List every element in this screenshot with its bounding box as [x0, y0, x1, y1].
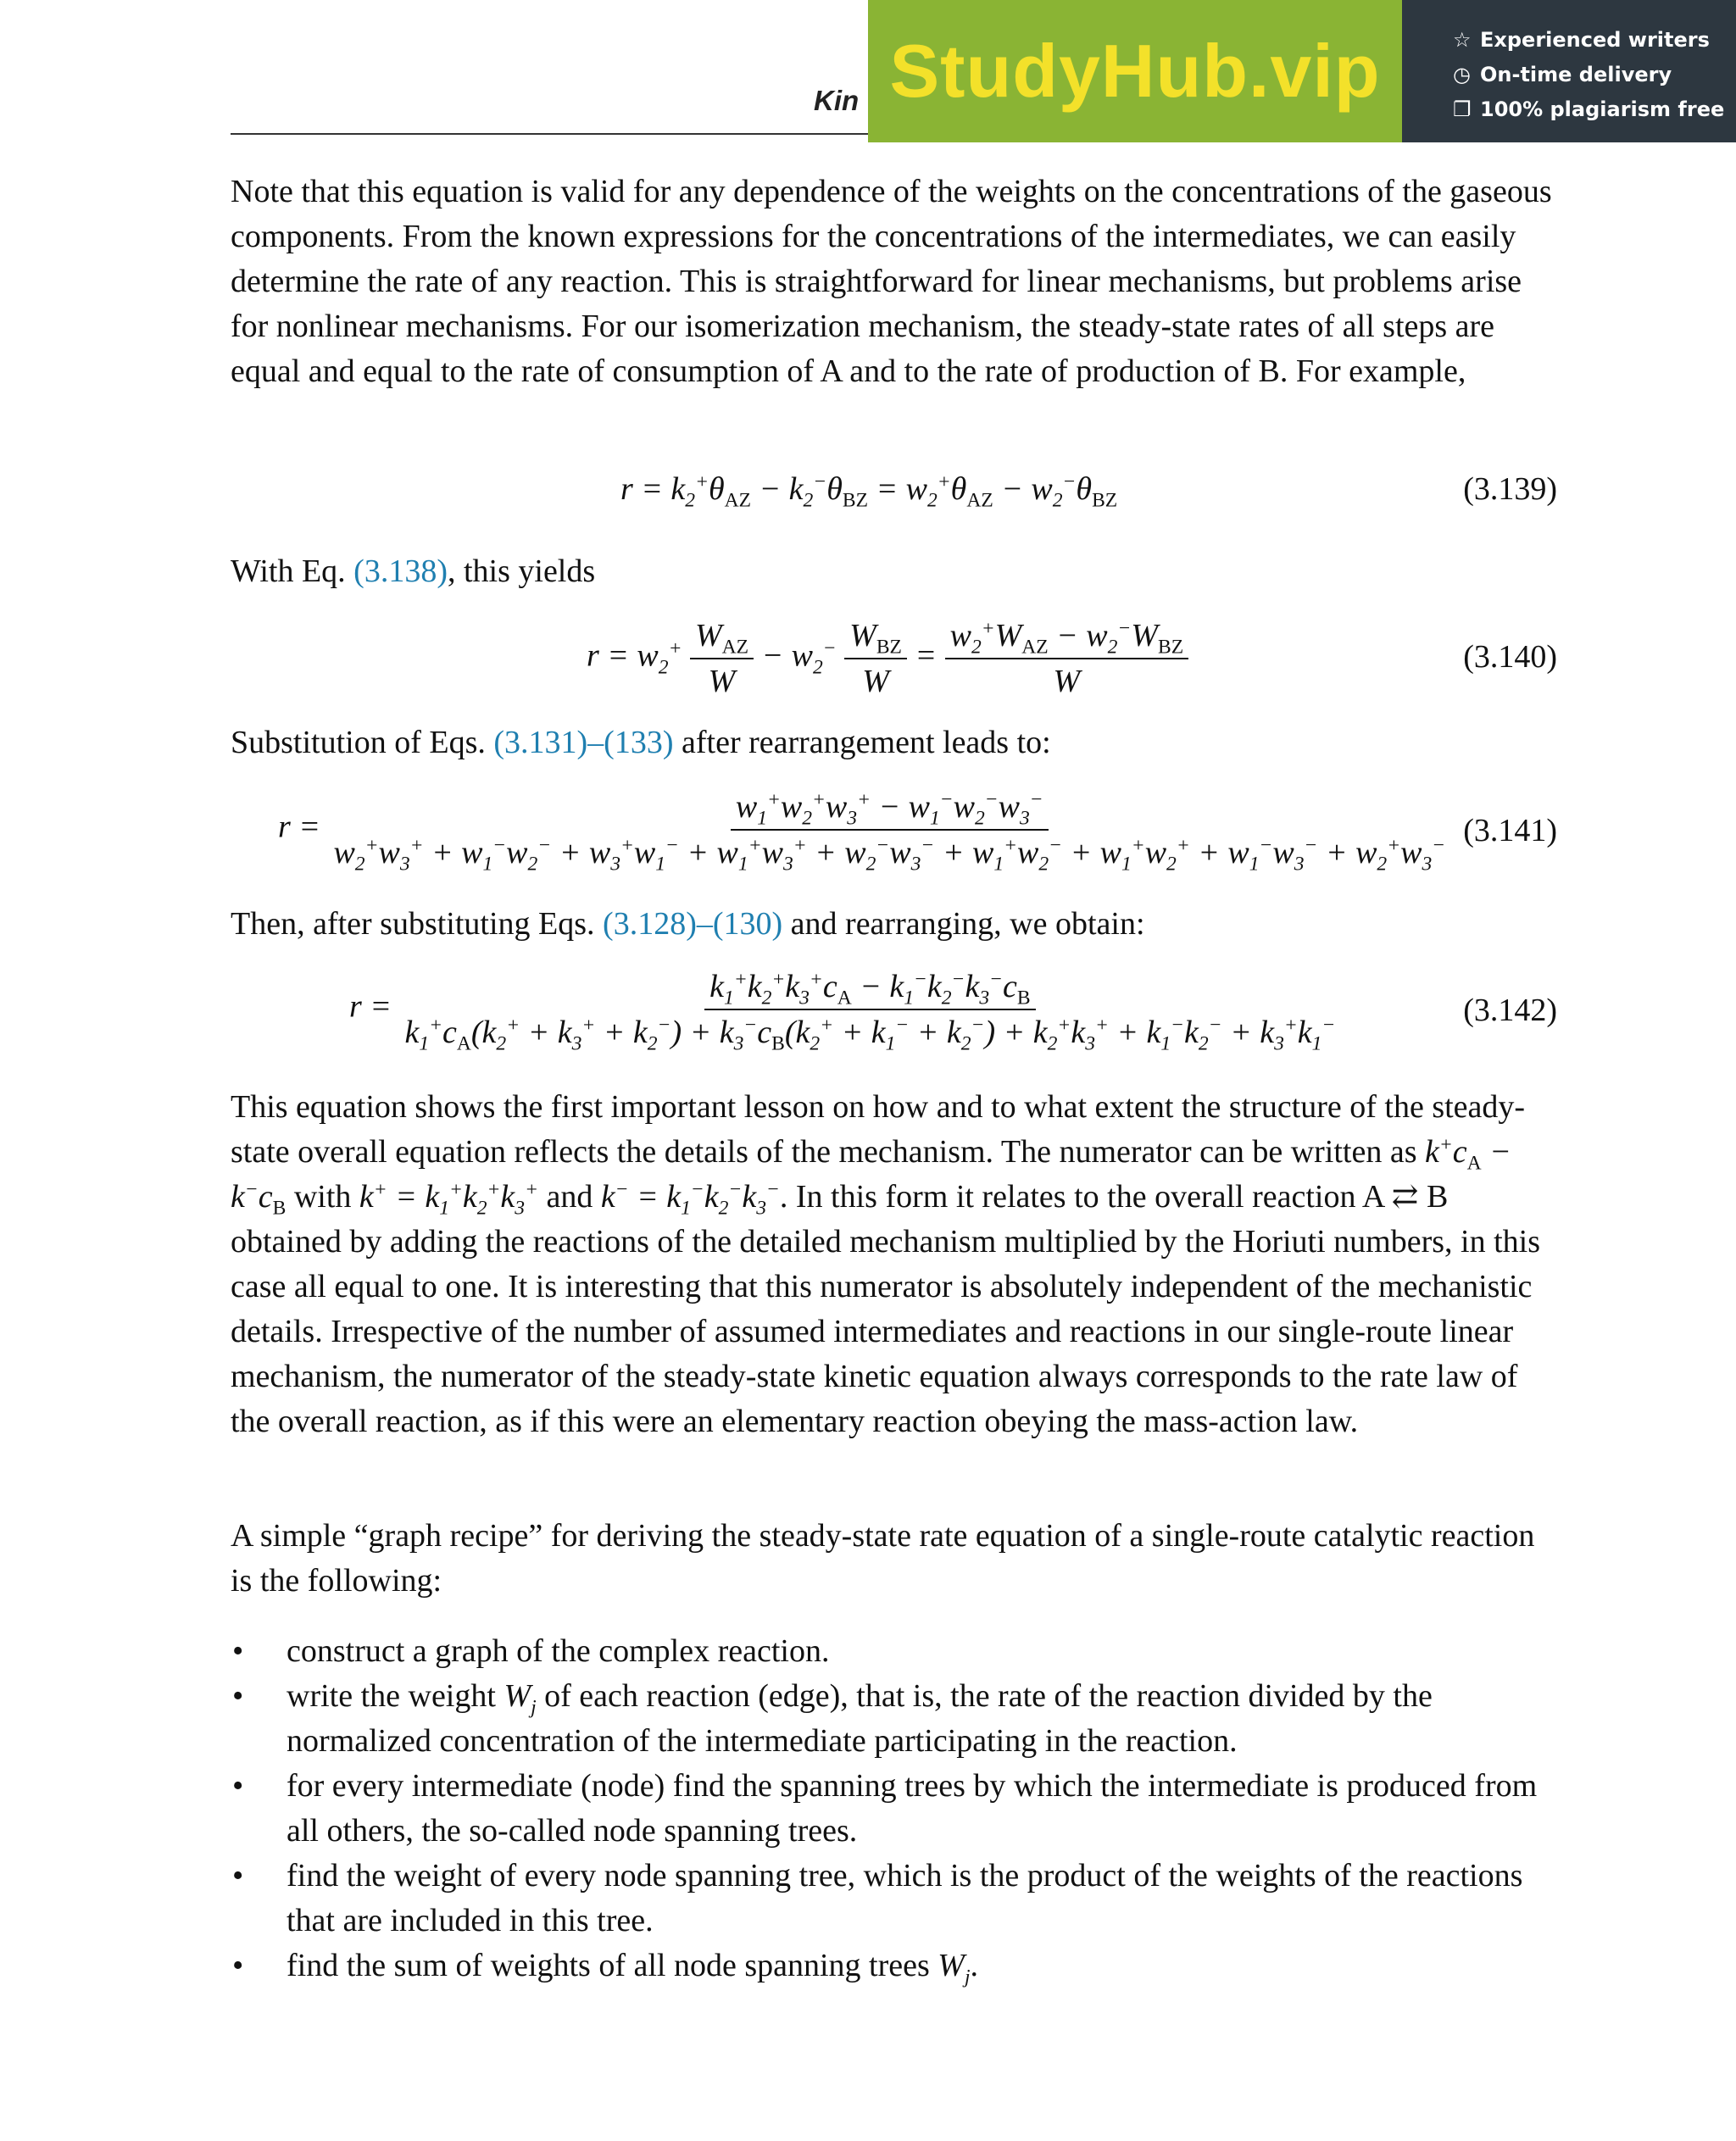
equation-3-140: $r = w_2^+$ $\frac{W_{AZ}}{W}$ − $w_2^-$ $\frac{W_{BZ}}{W}$ = $\frac{w_2^+W_{AZ} - w_2^-W_{BZ}}{W}$ (3.140) [587, 617, 1557, 699]
inline-math: $W_j$ [938, 1948, 971, 1988]
text-span: , this yields [447, 553, 596, 589]
text-span: . [970, 1948, 978, 1983]
text-span: . In this form it relates to the overall reaction A ⇄ B obtained by adding the reactions of the detailed mechanism multiplied by the Horiuti numbers, in this case all equal to one. It is interesting that this numerator is absolutely independent of the mechanistic details. Irrespective of the number of assumed intermediates and reactions in our single-route linear mechanism, the numerator of the steady-state kinetic equation always corresponds to the rate law of the overall reaction, as if this were an elementary reaction obeying the mass-action law. [231, 1179, 1540, 1439]
bullet-icon: • [232, 1678, 244, 1714]
list-item [231, 1854, 1557, 1944]
inline-math: $k^+ = k_1^+k_2^+k_3^+$ [359, 1178, 538, 1220]
list-item-text [287, 1674, 1557, 1764]
inline-math: $k^+c_A - k^-c_B$ [231, 1133, 1511, 1220]
equation-number: (3.141) [1463, 813, 1557, 848]
running-header: Kin [814, 85, 860, 116]
bullet-icon: • [232, 1633, 244, 1669]
paragraph [231, 902, 1557, 947]
text-span: after rearrangement leads to: [673, 725, 1051, 760]
list-item-text: find the weight of every node spanning tree, which is the product of the weights of the reactions that are included in this tree. [287, 1858, 1523, 1938]
list-item [231, 1629, 1557, 1674]
text-span: With Eq. [231, 553, 354, 589]
text-span: of each reaction (edge), that is, the rate of the reaction divided by the normalized concentration of the intermediate participating in the reaction. [287, 1678, 1433, 1759]
paragraph [231, 720, 1557, 765]
paragraph: Note that this equation is valid for any dependence of the weights on the concentrations of the gaseous components. From the known expressions for the concentrations of the intermediates, we can easily determine the rate of any reaction. This is straightforward for linear mechanisms, but problems arise for nonlinear mechanisms. For our isomerization mechanism, the steady-state rates of all steps are equal and equal to the rate of consumption of A and to the rate of production of B. For example, [231, 174, 1552, 389]
list-item [231, 1674, 1557, 1764]
feature-label: On-time delivery [1480, 62, 1672, 86]
inline-math: $W_j$ [504, 1678, 537, 1719]
bullet-icon: • [232, 1858, 244, 1894]
text-span: This equation shows the first important lesson on how and to what extent the structure of the steady-state overall equation reflects the details of the mechanism. The numerator can be written as [231, 1089, 1526, 1170]
equation-3-142: r = $k_1^+k_2^+k_3^+c_A - k_1^-k_2^-k_3^-c_B$ $k_1^+c_A(k_2^+ + k_3^+ + k_2^-) + k_3^-c_B(k_2^+ + k_1^- + k_2^-) + k_2^+k_3^+ + k_1^-k_2^- + k_3^+k_1^-$ (3.142) [349, 968, 1557, 1055]
brand-logo[interactable]: StudyHub.vip [868, 0, 1402, 142]
text-span: with [286, 1179, 359, 1215]
feature-item [1453, 92, 1724, 126]
feature-item [1453, 57, 1724, 92]
ad-banner[interactable] [868, 0, 1736, 142]
paragraph [231, 1085, 1557, 1444]
text-span: find the sum of weights of all node spanning trees [287, 1948, 938, 1983]
list-item-text: construct a graph of the complex reaction. [287, 1633, 830, 1669]
bullet-icon: • [232, 1948, 244, 1983]
equation-link[interactable]: (3.131)–(133) [493, 725, 674, 760]
equation-link[interactable]: (3.138) [353, 553, 448, 589]
list-item [231, 1764, 1557, 1854]
bullet-list [231, 1629, 1557, 1988]
clock-icon: ◷ [1453, 62, 1471, 86]
feature-list [1402, 0, 1724, 142]
text-span: write the weight [287, 1678, 504, 1714]
paragraph [231, 549, 1557, 594]
equation-number: (3.139) [1463, 471, 1557, 507]
copy-icon: ❐ [1453, 97, 1472, 121]
equation-number: (3.140) [1463, 639, 1557, 675]
equation-number: (3.142) [1463, 993, 1557, 1028]
equation-3-139: $r = k_2^+\theta_{AZ} - k_2^-\theta_{BZ} = w_2^+\theta_{AZ} - w_2^-\theta_{BZ}$ (3.139) [620, 470, 1557, 512]
list-item [231, 1944, 1557, 1988]
list-item-text: for every intermediate (node) find the spanning trees by which the intermediate is produced from all others, the so-called node spanning trees. [287, 1768, 1538, 1849]
text-span: and [537, 1179, 601, 1215]
equation-3-141: r = $w_1^+w_2^+w_3^+ - w_1^-w_2^-w_3^-$ $w_2^+w_3^+ + w_1^-w_2^- + w_3^+w_1^- + w_1^+w_3^+ + w_2^-w_3^- + w_1^+w_2^- + w_1^+w_2^+ + w_1^-w_3^- + w_2^+w_3^-$ (3.141) [278, 788, 1557, 876]
inline-math: $k^- = k_1^-k_2^-k_3^-$ [600, 1178, 780, 1220]
bullet-icon: • [232, 1768, 244, 1804]
paragraph: A simple “graph recipe” for deriving the steady-state rate equation of a single-route catalytic reaction is the following: [231, 1518, 1535, 1599]
feature-label: Experienced writers [1480, 27, 1710, 52]
feature-item [1453, 22, 1724, 57]
equation-link[interactable]: (3.128)–(130) [603, 906, 783, 942]
text-span: Substitution of Eqs. [231, 725, 494, 760]
list-item-text [287, 1944, 978, 1988]
text-span: Then, after substituting Eqs. [231, 906, 604, 942]
text-span: and rearranging, we obtain: [782, 906, 1145, 942]
star-icon: ☆ [1453, 27, 1472, 52]
feature-label: 100% plagiarism free [1480, 97, 1725, 121]
